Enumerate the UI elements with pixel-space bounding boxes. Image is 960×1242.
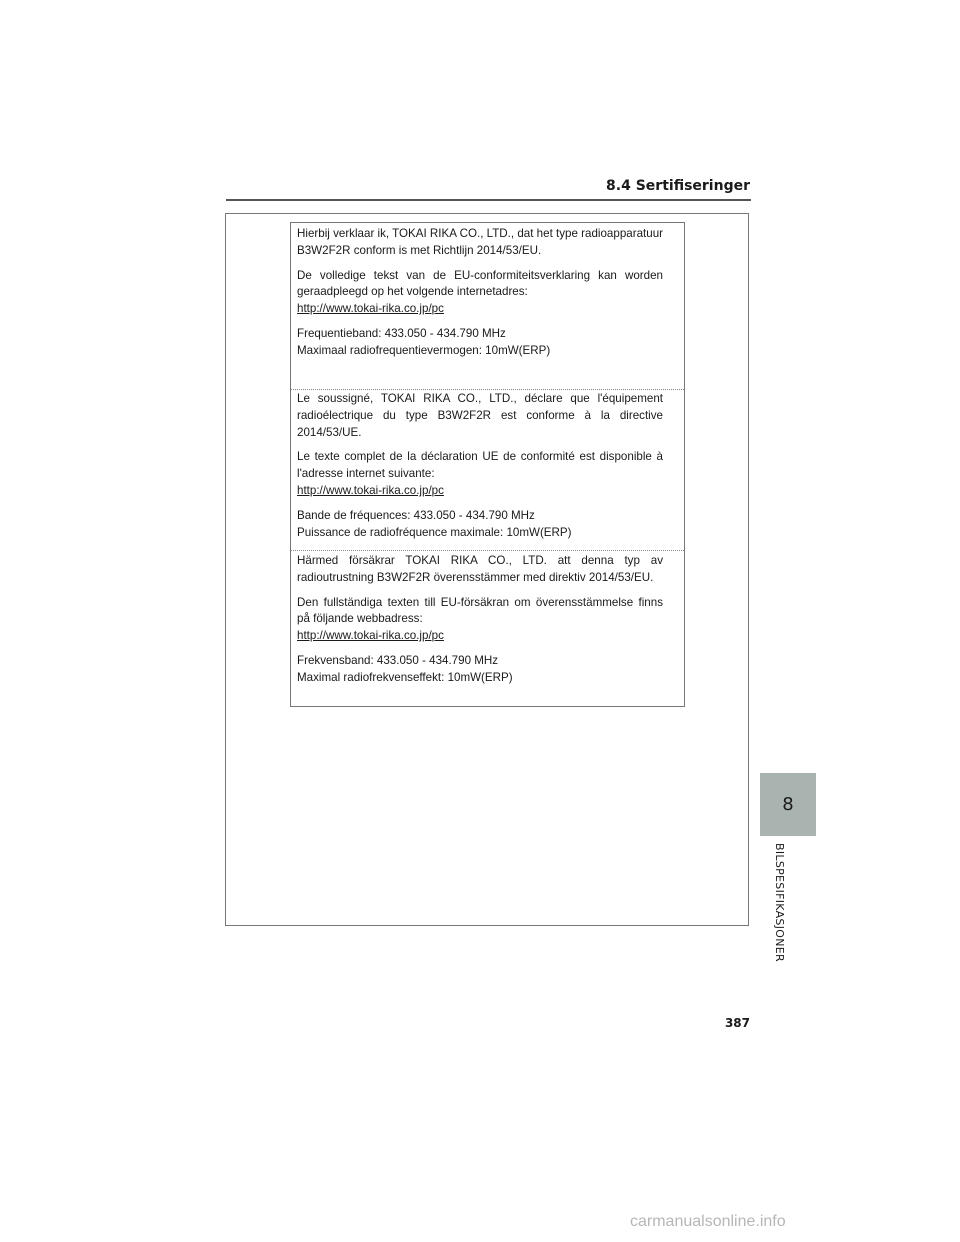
declaration-text: Härmed försäkrar TOKAI RIKA CO., LTD. att denna typ av radioutrustning B3W2F2R överensstämmer med direktiv 2014/53/EU. [297,554,663,584]
frequency-band: Frequentieband: 433.050 - 434.790 MHz [297,326,506,340]
watermark: carmanualsonline.info [630,1213,786,1230]
chapter-label: BILSPESIFIKASJONER [773,843,786,962]
full-text-notice: De volledige tekst van de EU-conformiteitsverklaring kan worden geraadpleegd op het volgende internetadres: [297,268,663,299]
title-rule [226,199,751,201]
declaration-link[interactable]: http://www.tokai-rika.co.jp/pc [297,629,444,643]
section-divider [291,389,684,390]
page-number: 387 [724,1016,750,1030]
max-power: Puissance de radiofréquence maximale: 10mW(ERP) [297,525,572,539]
cert-section-dutch [297,226,663,360]
certification-box [290,222,685,707]
frequency-band: Bande de fréquences: 433.050 - 434.790 MHz [297,508,535,522]
chapter-number: 8 [782,794,794,815]
cert-section-french [297,391,663,541]
declaration-link[interactable]: http://www.tokai-rika.co.jp/pc [297,302,444,316]
frequency-band: Frekvensband: 433.050 - 434.790 MHz [297,653,499,667]
section-title: 8.4 Sertifiseringer [606,178,750,194]
declaration-text: Hierbij verklaar ik, TOKAI RIKA CO., LTD., dat het type radioapparatuur B3W2F2R conform is met Richtlijn 2014/53/EU. [297,227,664,257]
chapter-tab [760,773,816,836]
cert-section-swedish [297,553,663,687]
section-divider [291,550,684,551]
full-text-notice: Le texte complet de la déclaration UE de conformité est disponible à l'adresse internet suivante: [297,450,663,481]
max-power: Maximaal radiofrequentievermogen: 10mW(ERP) [297,343,551,357]
declaration-link[interactable]: http://www.tokai-rika.co.jp/pc [297,483,444,497]
declaration-text: Le soussigné, TOKAI RIKA CO., LTD., déclare que l'équipement radioélectrique du type B3W2F2R est conforme à la directive 2014/53/UE. [297,392,663,439]
max-power: Maximal radiofrekvenseffekt: 10mW(ERP) [297,670,513,684]
full-text-notice: Den fullständiga texten till EU-försäkran om överensstämmelse finns på följande webbadress: [297,595,663,626]
